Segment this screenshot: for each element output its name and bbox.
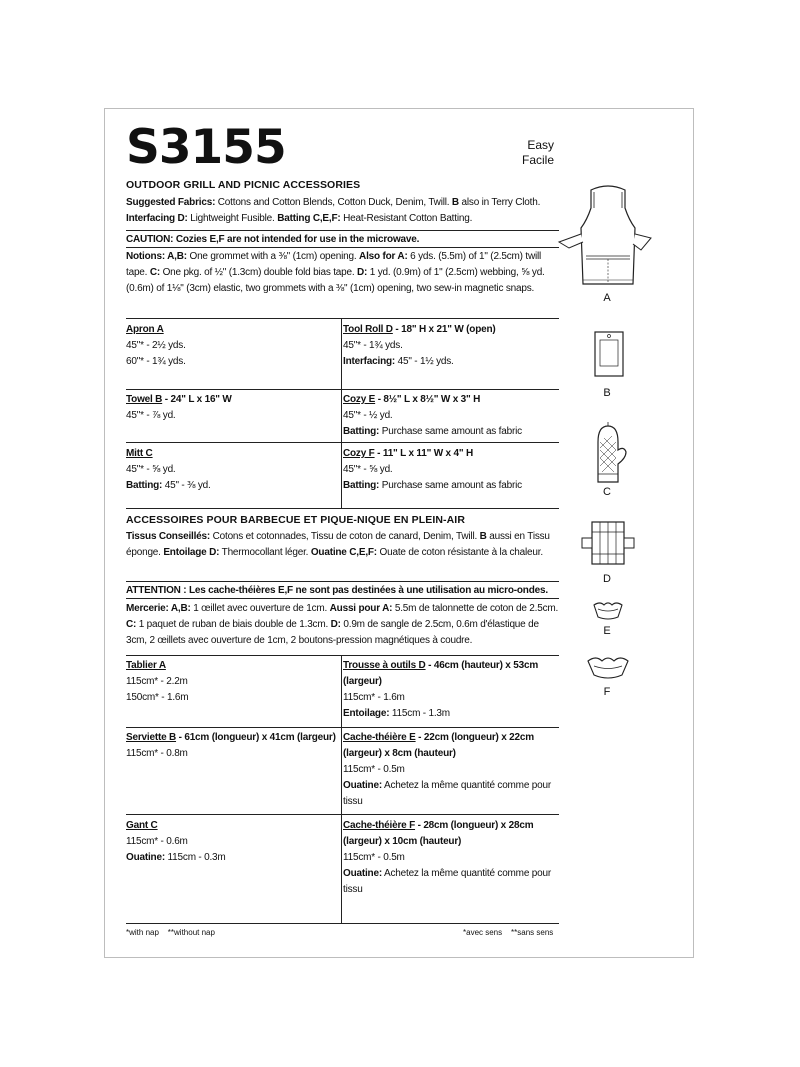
notions-label: Mercerie: A,B: xyxy=(126,603,191,614)
cell-title: Cache-théière F xyxy=(343,820,416,831)
english-fabrics xyxy=(126,195,559,227)
divider xyxy=(126,814,559,815)
cell-mitt xyxy=(126,446,336,494)
batting-label: Ouatine C,E,F: xyxy=(310,547,377,558)
cell-line: 60"* - 1¾ yds. xyxy=(126,356,186,367)
cell-title: Apron A xyxy=(126,324,164,335)
cell-label: Ouatine: xyxy=(126,852,165,863)
divider xyxy=(126,727,559,728)
notions-also: Aussi pour A: xyxy=(329,603,393,614)
mitt-illustration xyxy=(588,422,628,484)
divider xyxy=(126,318,559,319)
english-notions xyxy=(126,249,559,297)
cell-line: Purchase same amount as fabric xyxy=(379,480,522,491)
cell-line: 45"* - ⅝ yd. xyxy=(126,464,176,475)
divider xyxy=(126,655,559,656)
cell-toolroll xyxy=(343,658,559,722)
cell-toolroll xyxy=(343,322,559,370)
figure-label-a: A xyxy=(603,292,611,304)
cell-title: Cozy E xyxy=(343,394,376,405)
cell-title: Tool Roll D xyxy=(343,324,393,335)
cell-line: 115cm - 1.3m xyxy=(389,708,450,719)
cell-label: Ouatine: xyxy=(343,868,382,879)
cell-title: Tablier A xyxy=(126,660,166,671)
cell-line: 45"* - ½ yd. xyxy=(343,410,393,421)
cell-label: Ouatine: xyxy=(343,780,382,791)
figure-label-b: B xyxy=(603,387,611,399)
notions-text: 1 yd. (0.9m) of 1" (2.5cm) webbing, ⅝ yd. (0.6m) of 1⅛" (3cm) elastic, two grommets with a ⅜" (1cm) opening, two sew-in magnetic snaps. xyxy=(126,267,545,294)
figure-label-c: C xyxy=(603,486,611,498)
cell-line: Achetez la même quantité comme pour tissu xyxy=(343,868,551,895)
difficulty xyxy=(520,138,554,168)
notions-text: One pkg. of ½" (1.3cm) double fold bias tape. xyxy=(159,267,358,278)
divider xyxy=(126,247,559,248)
notions-text: One grommet with a ⅜" (1cm) opening. xyxy=(186,251,360,262)
cell-line: 45"* - 1¾ yds. xyxy=(343,340,403,351)
cell-line: 115cm* - 0.6m xyxy=(126,836,188,847)
notions-text: 6 yds. (5.5m) of 1" (2.5cm) twill tape. xyxy=(126,251,542,278)
figure-label-d: D xyxy=(603,573,611,585)
notions-c: C: xyxy=(149,267,160,278)
english-caution: CAUTION: Cozies E,F are not intended for use in the microwave. xyxy=(126,234,420,245)
batting-label: Batting C,E,F: xyxy=(277,213,341,224)
cell-line: 45" - 1½ yds. xyxy=(395,356,454,367)
batting-text: Heat-Resistant Cotton Batting. xyxy=(340,213,473,224)
towel-illustration xyxy=(593,330,625,378)
cell-cozy-e xyxy=(343,392,559,440)
cozy-e-illustration xyxy=(590,599,626,621)
divider xyxy=(126,442,559,443)
cell-towel xyxy=(126,392,336,424)
pattern-number: S3155 xyxy=(126,120,286,175)
cell-title: Trousse à outils D xyxy=(343,660,426,671)
cell-title: Mitt C xyxy=(126,448,153,459)
cell-title: Serviette B xyxy=(126,732,177,743)
fabrics-label: Tissus Conseillés: xyxy=(126,531,211,542)
footnote-en: *with nap **without nap xyxy=(126,928,215,937)
french-notions xyxy=(126,601,559,649)
fabrics-text: Cottons and Cotton Blends, Cotton Duck, Denim, Twill. xyxy=(215,197,452,208)
cell-mitt xyxy=(126,818,336,866)
cell-title: Gant C xyxy=(126,820,158,831)
cell-cozy-f xyxy=(343,818,559,898)
cell-title: Cache-théière E xyxy=(343,732,416,743)
cell-size: - 18" H x 21" W (open) xyxy=(392,324,496,335)
cell-apron xyxy=(126,322,336,370)
notions-also: Also for A: xyxy=(359,251,408,262)
cell-line: 115cm* - 2.2m xyxy=(126,676,188,687)
cell-cozy-e xyxy=(343,730,559,810)
divider xyxy=(126,598,559,599)
interfacing-text: Thermocollant léger. xyxy=(219,547,311,558)
notions-text: 5.5m de talonnette de coton de 2.5cm. xyxy=(392,603,559,614)
notions-d: D: xyxy=(330,619,341,630)
english-heading: OUTDOOR GRILL AND PICNIC ACCESSORIES xyxy=(126,179,361,191)
cell-line: 115cm* - 0.5m xyxy=(343,764,405,775)
cell-label: Batting: xyxy=(343,426,380,437)
cell-label: Batting: xyxy=(343,480,380,491)
fabrics-b: B xyxy=(451,197,459,208)
cell-line: 115cm* - 1.6m xyxy=(343,692,405,703)
cell-line: 45"* - ⅝ yd. xyxy=(343,464,393,475)
notions-text: 1 œillet avec ouverture de 1cm. xyxy=(190,603,330,614)
fabrics-b-text: aussi en Tissu éponge. xyxy=(126,531,550,558)
cell-line: 115cm* - 0.5m xyxy=(343,852,405,863)
fabrics-label: Suggested Fabrics: xyxy=(126,197,216,208)
cell-apron xyxy=(126,658,336,706)
cell-size: - 22cm (longueur) x 22cm (largeur) x 8cm (hauteur) xyxy=(343,732,534,759)
cell-size: - 61cm (longueur) x 41cm (largeur) xyxy=(176,732,336,743)
notions-label: Notions: A,B: xyxy=(126,251,187,262)
footnote-fr: *avec sens **sans sens xyxy=(463,928,554,937)
figure-label-e: E xyxy=(603,625,611,637)
notions-text: 0.9m de sangle de 2.5cm, 0.6m d'élastique de 3cm, 2 œillets avec ouverture de 1cm, 2 boutons-pression magnétiques à coudre. xyxy=(126,619,539,646)
difficulty-fr: Facile xyxy=(521,153,554,167)
tool-roll-illustration xyxy=(580,518,636,568)
figure-label-f: F xyxy=(603,686,611,698)
interfacing-text: Lightweight Fusible. xyxy=(187,213,278,224)
cell-title: Towel B xyxy=(126,394,163,405)
column-divider xyxy=(341,655,342,923)
interfacing-label: Entoilage D: xyxy=(163,547,220,558)
fabrics-b-text: also in Terry Cloth. xyxy=(458,197,541,208)
french-heading: ACCESSOIRES POUR BARBECUE ET PIQUE-NIQUE EN PLEIN-AIR xyxy=(126,514,466,526)
interfacing-label: Interfacing D: xyxy=(126,213,188,224)
cell-line: 115cm* - 0.8m xyxy=(126,748,188,759)
fabrics-b: B xyxy=(479,531,487,542)
divider xyxy=(126,389,559,390)
cell-towel xyxy=(126,730,336,762)
cell-cozy-f xyxy=(343,446,559,494)
cell-line: 115cm - 0.3m xyxy=(164,852,226,863)
cell-title: Cozy F xyxy=(343,448,375,459)
fabrics-text: Cotons et cotonnades, Tissu de coton de canard, Denim, Twill. xyxy=(210,531,480,542)
cell-size: - 46cm (hauteur) x 53cm (largeur) xyxy=(343,660,539,687)
notions-text: 1 paquet de ruban de biais double de 1.3cm. xyxy=(136,619,331,630)
cell-line: 45"* - 2½ yds. xyxy=(126,340,186,351)
column-divider xyxy=(341,318,342,508)
cell-label: Interfacing: xyxy=(343,356,396,367)
cell-label: Batting: xyxy=(126,480,163,491)
cozy-f-illustration xyxy=(584,653,632,681)
notions-c: C: xyxy=(126,619,137,630)
cell-size: - 8½" L x 8½" W x 3" H xyxy=(375,394,481,405)
french-fabrics xyxy=(126,529,559,561)
cell-label: Entoilage: xyxy=(343,708,390,719)
french-caution: ATTENTION : Les cache-théières E,F ne sont pas destinées à une utilisation au micro-ondes. xyxy=(126,585,548,596)
cell-line: 45" - ⅜ yd. xyxy=(162,480,211,491)
notions-d: D: xyxy=(357,267,368,278)
batting-text: Ouate de coton résistante à la chaleur. xyxy=(376,547,543,558)
cell-line: Purchase same amount as fabric xyxy=(379,426,522,437)
cell-size: - 24" L x 16" W xyxy=(162,394,232,405)
cell-line: 45"* - ⅞ yd. xyxy=(126,410,176,421)
cell-size: - 11" L x 11" W x 4" H xyxy=(374,448,473,459)
divider xyxy=(126,581,559,582)
divider xyxy=(126,923,559,924)
cell-line: 150cm* - 1.6m xyxy=(126,692,189,703)
cell-size: - 28cm (longueur) x 28cm (largeur) x 10cm (hauteur) xyxy=(343,820,534,847)
divider xyxy=(126,508,559,509)
cell-line: Achetez la même quantité comme pour tissu xyxy=(343,780,551,807)
divider xyxy=(126,230,559,231)
difficulty-en: Easy xyxy=(527,138,554,152)
apron-illustration xyxy=(553,184,653,289)
